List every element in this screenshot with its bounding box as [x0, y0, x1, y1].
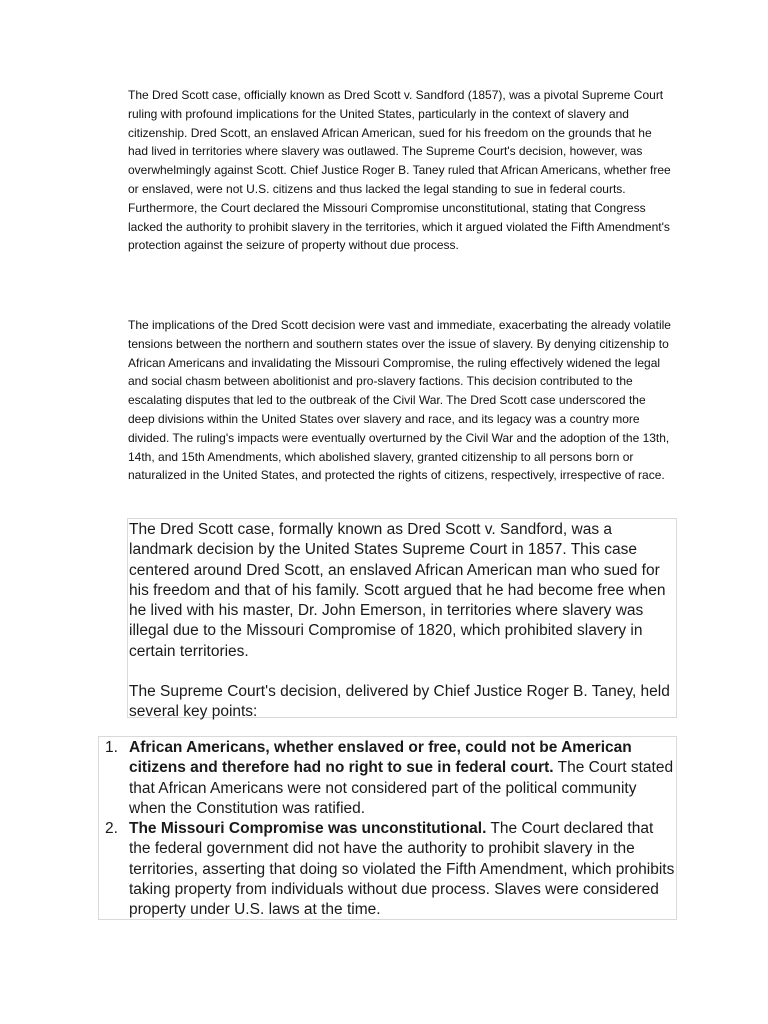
key-points-list — [99, 737, 676, 921]
list-item-text: The Court stated that African Americans were not considered part of the political community when the Constitution was ratified. — [129, 759, 674, 817]
implications-paragraph: The implications of the Dred Scott decision were vast and immediate, exacerbating the already volatile tensions between the northern and southern states over the issue of slavery. By denying citizenship to African Americans and invalidating the Missouri Compromise, the ruling effectively widened the legal and social chasm between abolitionist and pro-slavery factions. This decision contributed to the escalating disputes that led to the outbreak of the Civil War. The Dred Scott case underscored the deep divisions within the United States over slavery and race, and its legacy was a country more divided. The ruling's impacts were eventually overturned by the Civil War and the adoption of the 13th, 14th, and 15th Amendments, which abolished slavery, granted citizenship to all persons born or naturalized in the United States, and protected the rights of citizens, respectively, irrespective of race. — [128, 318, 671, 483]
list-item — [99, 738, 676, 819]
list-item-number: 2. — [105, 820, 118, 838]
list-item-heading: The Missouri Compromise was unconstitutional. — [129, 820, 487, 838]
key-points-box — [98, 736, 677, 920]
summary-text-box — [127, 518, 677, 721]
list-item — [99, 819, 676, 920]
intro-paragraph: The Dred Scott case, officially known as Dred Scott v. Sandford (1857), was a pivotal Supreme Court ruling with profound implications for the United States, particularly in the context of slavery and citizenship. Dred Scott, an enslaved African American, sued for his freedom on the grounds that he had lived in territories where slavery was outlawed. The Supreme Court's decision, however, was overwhelmingly against Scott. Chief Justice Roger B. Taney ruled that African Americans, whether free or enslaved, were not U.S. citizens and thus lacked the legal standing to sue in federal courts. Furthermore, the Court declared the Missouri Compromise unconstitutional, stating that Congress lacked the authority to prohibit slavery in the territories, which it argued violated the Fifth Amendment's protection against the seizure of property without due process. — [128, 88, 671, 253]
list-item-heading: African Americans, whether enslaved or free, could not be American citizens and therefore had no right to sue in federal court. — [129, 739, 632, 777]
decision-intro-paragraph: The Supreme Court's decision, delivered by Chief Justice Roger B. Taney, held several key points: — [129, 683, 670, 721]
list-item-number: 1. — [105, 739, 118, 756]
list-item-text: The Court declared that the federal government did not have the authority to prohibit slavery in the territories, asserting that doing so violated the Fifth Amendment, which prohibits taking property from individuals without due process. Slaves were considered property under U.S. laws at the time. — [129, 820, 675, 919]
case-summary-paragraph: The Dred Scott case, formally known as Dred Scott v. Sandford, was a landmark decision by the United States Supreme Court in 1857. This case centered around Dred Scott, an enslaved African American man who sued for his freedom and that of his family. Scott argued that he had become free when he lived with his master, Dr. John Emerson, in territories where slavery was illegal due to the Missouri Compromise of 1820, which prohibited slavery in certain territories. — [129, 521, 666, 660]
